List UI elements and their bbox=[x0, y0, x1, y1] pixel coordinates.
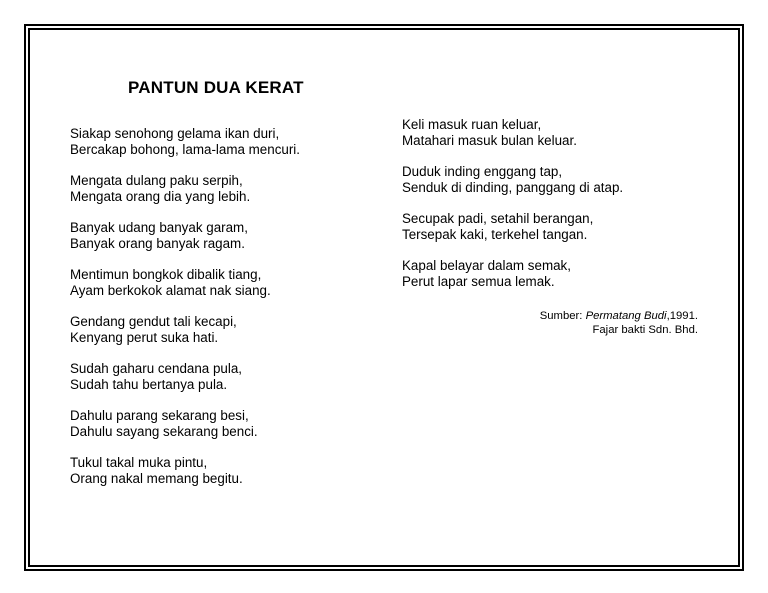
verse-line: Dahulu parang sekarang besi, bbox=[70, 408, 249, 423]
left-column bbox=[70, 126, 300, 502]
verse-line: Gendang gendut tali kecapi, bbox=[70, 314, 237, 329]
verse-line: Banyak udang banyak garam, bbox=[70, 220, 248, 235]
page-title: PANTUN DUA KERAT bbox=[128, 78, 304, 97]
verse-line: Sudah gaharu cendana pula, bbox=[70, 361, 242, 376]
verse-line: Siakap senohong gelama ikan duri, bbox=[70, 126, 280, 141]
source-publisher: Fajar bakti Sdn. Bhd. bbox=[592, 324, 698, 336]
stanza bbox=[70, 408, 300, 440]
verse-line: Banyak orang banyak ragam. bbox=[70, 236, 245, 251]
verse-line: Secupak padi, setahil berangan, bbox=[402, 211, 594, 226]
verse-line: Dahulu sayang sekarang benci. bbox=[70, 424, 258, 439]
right-column bbox=[402, 117, 623, 305]
stanza bbox=[402, 117, 623, 149]
verse-line: Kenyang perut suka hati. bbox=[70, 330, 219, 345]
verse-line: Mengata dulang paku serpih, bbox=[70, 173, 243, 188]
verse-line: Keli masuk ruan keluar, bbox=[402, 117, 542, 132]
verse-line: Sudah tahu bertanya pula. bbox=[70, 377, 228, 392]
source-prefix: Sumber: bbox=[539, 310, 586, 322]
stanza bbox=[70, 126, 300, 158]
source-line bbox=[540, 309, 698, 323]
verse-line: Matahari masuk bulan keluar. bbox=[402, 133, 577, 148]
verse-line: Tukul takal muka pintu, bbox=[70, 455, 208, 470]
verse-line: Mentimun bongkok dibalik tiang, bbox=[70, 267, 262, 282]
stanza bbox=[70, 173, 300, 205]
stanza bbox=[70, 361, 300, 393]
source-year: ,1991. bbox=[666, 310, 698, 322]
stanza bbox=[70, 220, 300, 252]
stanza bbox=[402, 211, 623, 243]
verse-line: Duduk inding enggang tap, bbox=[402, 164, 563, 179]
verse-line: Senduk di dinding, panggang di atap. bbox=[402, 180, 624, 195]
stanza bbox=[70, 314, 300, 346]
verse-line: Mengata orang dia yang lebih. bbox=[70, 189, 251, 204]
stanza bbox=[402, 164, 623, 196]
source-citation bbox=[540, 309, 698, 337]
source-book-title: Permatang Budi bbox=[585, 310, 667, 322]
stanza bbox=[70, 267, 300, 299]
stanza bbox=[70, 455, 300, 487]
stanza bbox=[402, 258, 623, 290]
verse-line: Bercakap bohong, lama-lama mencuri. bbox=[70, 142, 300, 157]
verse-line: Kapal belayar dalam semak, bbox=[402, 258, 571, 273]
verse-line: Perut lapar semua lemak. bbox=[402, 274, 555, 289]
verse-line: Ayam berkokok alamat nak siang. bbox=[70, 283, 271, 298]
verse-line: Orang nakal memang begitu. bbox=[70, 471, 243, 486]
verse-line: Tersepak kaki, terkehel tangan. bbox=[402, 227, 588, 242]
